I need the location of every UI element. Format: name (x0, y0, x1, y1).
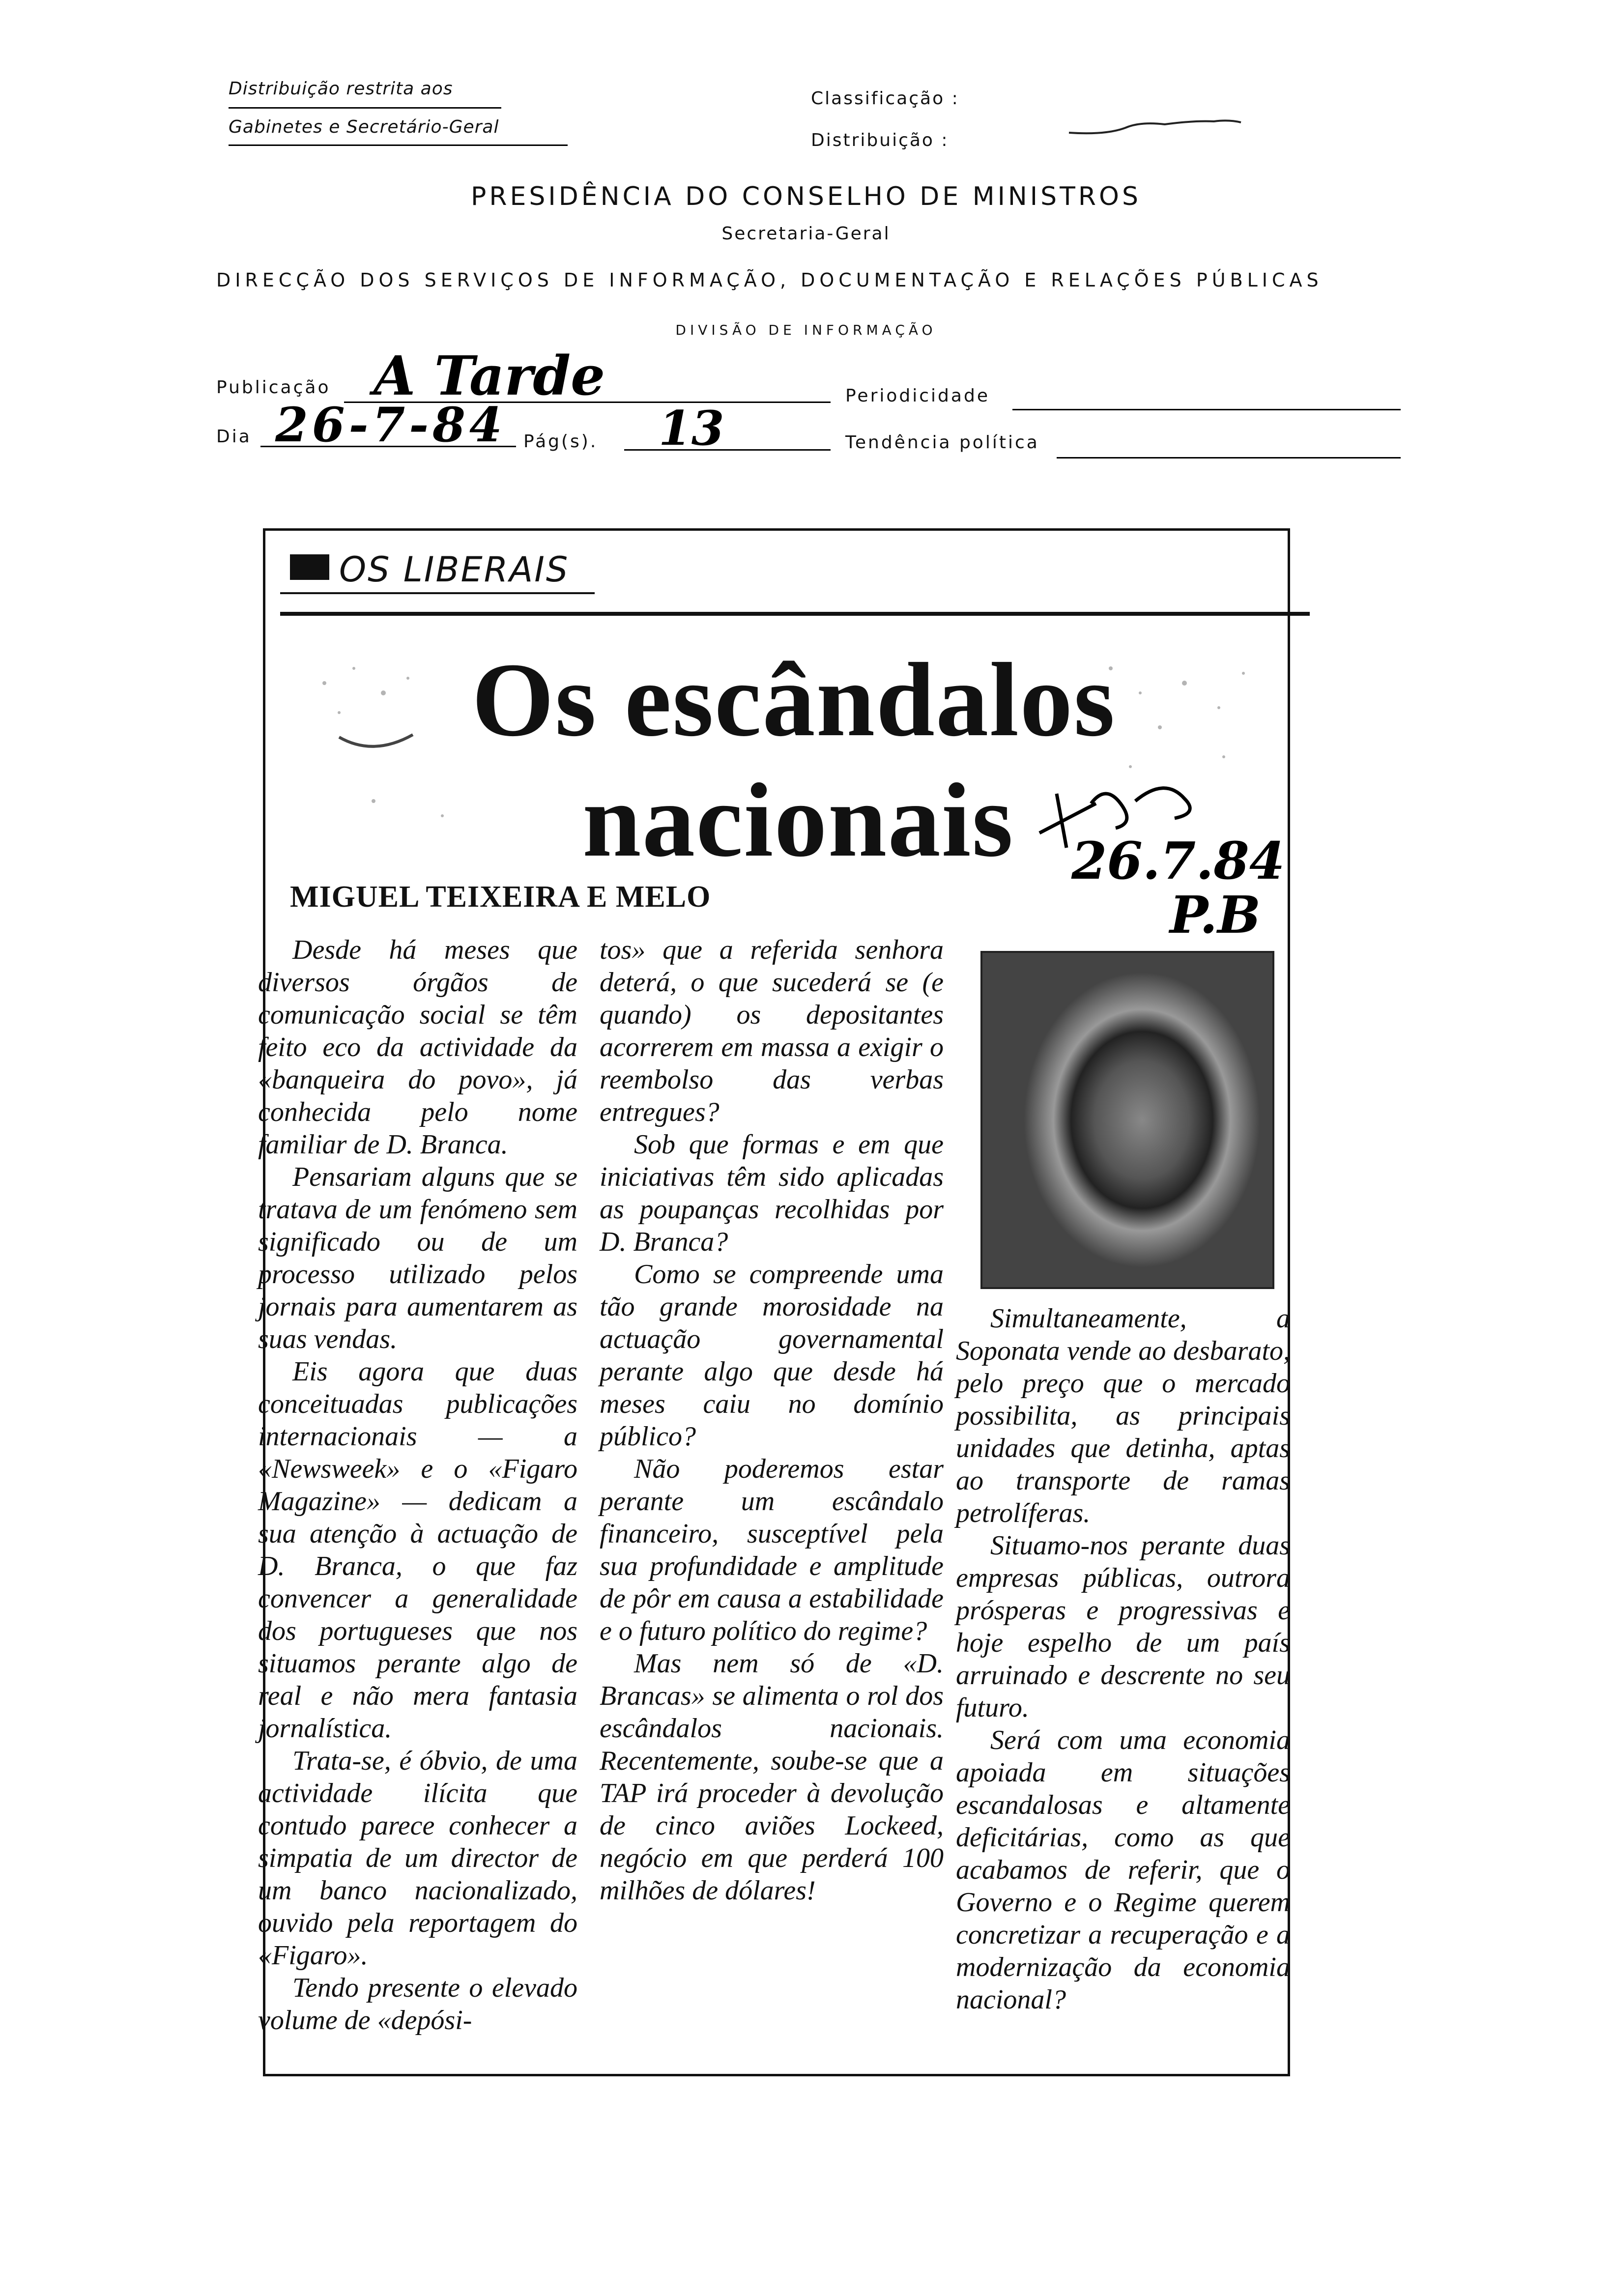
tendencia-field-line (1057, 456, 1401, 459)
article-column-3 (956, 1302, 1290, 2016)
handwritten-date: 26.7.84 (1071, 831, 1285, 891)
paragraph: Simultaneamente, a Soponata vende ao desbarato, pelo preço que o mercado possibilita, as principais unidades que detinha, aptas ao transporte de ramas petrolíferas. (956, 1303, 1290, 1528)
org-title: PRESIDÊNCIA DO CONSELHO DE MINISTROS (471, 182, 1141, 211)
paragraph: Sob que formas e em que iniciativas têm sido aplicadas as poupanças recolhidas por D. Branca? (600, 1129, 944, 1257)
pags-field-line (624, 448, 831, 451)
distribution-restricted-line2: Gabinetes e Secretário-Geral (229, 117, 499, 137)
divider (229, 107, 501, 109)
paragraph: Não poderemos estar perante um escândalo financeiro, susceptível pela sua profundidade e amplitude de pôr em causa a estabilidade e o futuro político do regime? (600, 1454, 944, 1646)
handwritten-scribble (1066, 111, 1243, 140)
article-column-2 (600, 934, 944, 1907)
tendencia-label: Tendência política (845, 432, 1039, 453)
secretaria-label: Secretaria-Geral (721, 224, 891, 244)
divisao-label: DIVISÃO DE INFORMAÇÃO (675, 322, 937, 338)
paragraph: Pensariam alguns que se tratava de um fenómeno sem significado ou de um processo utilizado pelos jornais para aumentarem as suas vendas. (258, 1162, 577, 1354)
divider (229, 144, 568, 146)
paragraph: Será com uma economia apoiada em situações escandalosas e altamente deficitárias, como as que acabamos de referir, que o Governo e o Regime querem concretizar a recuperação e a modernização da economia nacional? (956, 1725, 1290, 2015)
section-rule (280, 612, 1310, 616)
publicacao-value: A Tarde (374, 344, 605, 407)
paragraph: Mas nem só de «D. Brancas» se alimenta o rol dos escândalos nacionais. Recentemente, soube-se que a TAP irá proceder à devolução de cinco aviões Lockeed, negócio em que perderá 100 milhões de dólares! (600, 1648, 944, 1906)
section-underline (280, 592, 595, 594)
handwritten-initials: P.B (1170, 885, 1261, 945)
paragraph: Tendo presente o elevado volume de «depósi- (258, 1973, 577, 2036)
article-column-1 (258, 934, 577, 2037)
paragraph: Trata-se, é óbvio, de uma actividade ilícita que contudo parece conhecer a simpatia de um director de um banco nacionalizado, ouvido pela reportagem do «Figaro». (258, 1746, 577, 1971)
classificacao-label: Classificação : (811, 88, 959, 109)
dia-label: Dia (216, 427, 252, 447)
paragraph: tos» que a referida senhora deterá, o que sucederá se (e quando) os depositantes acorrerem em massa a exigir o reembolso das verbas entregues? (600, 935, 944, 1127)
author-byline: MIGUEL TEIXEIRA E MELO (290, 880, 711, 914)
section-title: OS LIBERAIS (339, 549, 570, 590)
headline-line1: Os escândalos (472, 641, 1116, 758)
periodicidade-label: Periodicidade (845, 386, 990, 406)
direccao-label: DIRECÇÃO DOS SERVIÇOS DE INFORMAÇÃO, DOCUMENTAÇÃO E RELAÇÕES PÚBLICAS (216, 269, 1323, 291)
pags-label: Pág(s). (523, 431, 598, 452)
distribution-restricted-line1: Distribuição restrita aos (229, 79, 453, 99)
periodicidade-field-line (1012, 408, 1401, 410)
paragraph: Situamo-nos perante duas empresas públicas, outrora prósperas e progressivas e hoje espelho de um país arruinado e descrente no seu futuro. (956, 1530, 1290, 1723)
paragraph: Desde há meses que diversos órgãos de comunicação social se têm feito eco da actividade da «banqueira do povo», já conhecida pelo nome familiar de D. Branca. (258, 935, 577, 1160)
paragraph: Como se compreende uma tão grande morosidade na actuação governamental perante algo que desde há meses caiu no domínio público? (600, 1259, 944, 1452)
dia-value: 26-7-84 (275, 397, 506, 453)
distribuicao-label: Distribuição : (811, 130, 949, 150)
pags-value: 13 (659, 401, 724, 456)
headline-line2: nacionais (582, 761, 1014, 879)
paragraph: Eis agora que duas conceituadas publicações internacionais — a «Newsweek» e o «Figaro Magazine» — dedicam a sua atenção à actuação de D. Branca, o que faz convencer a generalidade dos portugueses que nos situamos perante algo de real e não mera fantasia jornalística. (258, 1356, 577, 1744)
publicacao-label: Publicação (216, 377, 331, 398)
section-logo-icon (290, 554, 329, 580)
author-photo (980, 951, 1274, 1289)
